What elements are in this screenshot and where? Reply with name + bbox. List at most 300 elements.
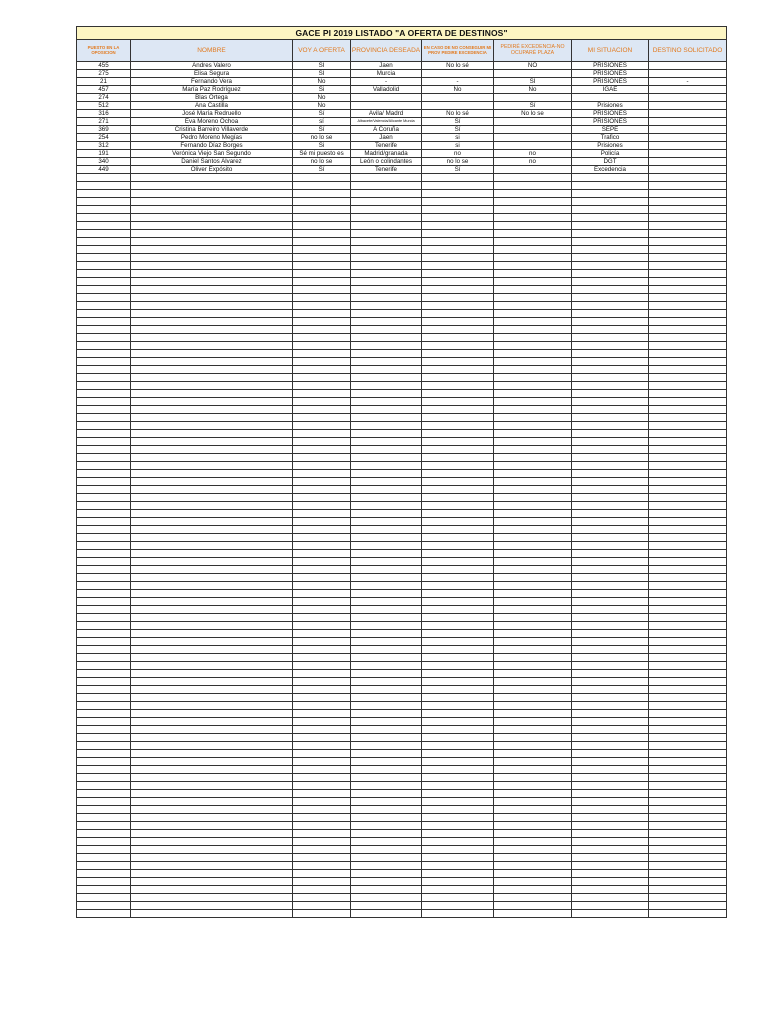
cell-pedire-excedencia[interactable]: [494, 358, 572, 366]
cell-mi-situacion[interactable]: [572, 910, 649, 918]
cell-pedire-excedencia[interactable]: [494, 798, 572, 806]
cell-pedire-excedencia[interactable]: [494, 662, 572, 670]
cell-destino-solicitado[interactable]: [649, 406, 727, 414]
cell-voy-a-oferta[interactable]: [293, 182, 351, 190]
cell-excedencia-condicional[interactable]: [422, 622, 494, 630]
cell-puesto[interactable]: [77, 270, 131, 278]
cell-pedire-excedencia[interactable]: [494, 814, 572, 822]
cell-destino-solicitado[interactable]: [649, 894, 727, 902]
cell-destino-solicitado[interactable]: [649, 422, 727, 430]
cell-nombre[interactable]: [131, 398, 293, 406]
cell-mi-situacion[interactable]: [572, 374, 649, 382]
cell-nombre[interactable]: Andres Valero: [131, 62, 293, 70]
cell-provincia[interactable]: [351, 726, 422, 734]
cell-excedencia-condicional[interactable]: [422, 686, 494, 694]
cell-mi-situacion[interactable]: [572, 238, 649, 246]
cell-pedire-excedencia[interactable]: [494, 670, 572, 678]
cell-provincia[interactable]: [351, 374, 422, 382]
cell-voy-a-oferta[interactable]: [293, 334, 351, 342]
cell-mi-situacion[interactable]: [572, 654, 649, 662]
cell-excedencia-condicional[interactable]: no lo se: [422, 158, 494, 166]
cell-mi-situacion[interactable]: [572, 230, 649, 238]
cell-mi-situacion[interactable]: [572, 630, 649, 638]
cell-pedire-excedencia[interactable]: [494, 598, 572, 606]
cell-puesto[interactable]: [77, 726, 131, 734]
cell-pedire-excedencia[interactable]: [494, 374, 572, 382]
header-nombre[interactable]: NOMBRE: [131, 40, 293, 62]
cell-voy-a-oferta[interactable]: [293, 470, 351, 478]
cell-mi-situacion[interactable]: Prisiones: [572, 142, 649, 150]
cell-excedencia-condicional[interactable]: -: [422, 78, 494, 86]
cell-mi-situacion[interactable]: [572, 638, 649, 646]
cell-nombre[interactable]: [131, 846, 293, 854]
cell-pedire-excedencia[interactable]: [494, 270, 572, 278]
cell-destino-solicitado[interactable]: [649, 614, 727, 622]
cell-nombre[interactable]: Daniel Santos Alvarez: [131, 158, 293, 166]
cell-excedencia-condicional[interactable]: [422, 254, 494, 262]
cell-destino-solicitado[interactable]: [649, 502, 727, 510]
cell-pedire-excedencia[interactable]: [494, 902, 572, 910]
cell-voy-a-oferta[interactable]: [293, 318, 351, 326]
cell-voy-a-oferta[interactable]: [293, 702, 351, 710]
cell-provincia[interactable]: [351, 790, 422, 798]
cell-nombre[interactable]: [131, 558, 293, 566]
cell-excedencia-condicional[interactable]: [422, 606, 494, 614]
cell-destino-solicitado[interactable]: [649, 654, 727, 662]
cell-pedire-excedencia[interactable]: [494, 630, 572, 638]
cell-provincia[interactable]: [351, 694, 422, 702]
cell-pedire-excedencia[interactable]: [494, 830, 572, 838]
cell-excedencia-condicional[interactable]: [422, 318, 494, 326]
cell-puesto[interactable]: [77, 406, 131, 414]
cell-puesto[interactable]: 275: [77, 70, 131, 78]
cell-puesto[interactable]: [77, 366, 131, 374]
cell-voy-a-oferta[interactable]: Si: [293, 142, 351, 150]
cell-pedire-excedencia[interactable]: [494, 766, 572, 774]
cell-pedire-excedencia[interactable]: [494, 822, 572, 830]
cell-provincia[interactable]: León o colindantes: [351, 158, 422, 166]
cell-nombre[interactable]: [131, 278, 293, 286]
cell-nombre[interactable]: [131, 462, 293, 470]
cell-provincia[interactable]: [351, 390, 422, 398]
cell-puesto[interactable]: [77, 558, 131, 566]
cell-excedencia-condicional[interactable]: [422, 654, 494, 662]
cell-nombre[interactable]: [131, 862, 293, 870]
cell-puesto[interactable]: [77, 758, 131, 766]
cell-excedencia-condicional[interactable]: [422, 862, 494, 870]
cell-destino-solicitado[interactable]: [649, 678, 727, 686]
cell-mi-situacion[interactable]: [572, 878, 649, 886]
cell-voy-a-oferta[interactable]: [293, 558, 351, 566]
cell-mi-situacion[interactable]: [572, 502, 649, 510]
cell-voy-a-oferta[interactable]: [293, 518, 351, 526]
cell-puesto[interactable]: [77, 382, 131, 390]
cell-voy-a-oferta[interactable]: [293, 822, 351, 830]
cell-provincia[interactable]: [351, 902, 422, 910]
cell-pedire-excedencia[interactable]: Sí: [494, 102, 572, 110]
cell-puesto[interactable]: 449: [77, 166, 131, 174]
cell-voy-a-oferta[interactable]: [293, 582, 351, 590]
cell-puesto[interactable]: [77, 614, 131, 622]
cell-destino-solicitado[interactable]: [649, 342, 727, 350]
cell-nombre[interactable]: Blas Ortega: [131, 94, 293, 102]
cell-provincia[interactable]: [351, 358, 422, 366]
cell-voy-a-oferta[interactable]: [293, 598, 351, 606]
cell-puesto[interactable]: 455: [77, 62, 131, 70]
cell-mi-situacion[interactable]: [572, 646, 649, 654]
cell-provincia[interactable]: [351, 190, 422, 198]
cell-excedencia-condicional[interactable]: [422, 566, 494, 574]
cell-puesto[interactable]: [77, 678, 131, 686]
cell-nombre[interactable]: [131, 254, 293, 262]
cell-nombre[interactable]: [131, 286, 293, 294]
cell-nombre[interactable]: [131, 790, 293, 798]
cell-provincia[interactable]: [351, 334, 422, 342]
cell-puesto[interactable]: [77, 310, 131, 318]
cell-pedire-excedencia[interactable]: [494, 438, 572, 446]
cell-puesto[interactable]: [77, 470, 131, 478]
cell-excedencia-condicional[interactable]: [422, 910, 494, 918]
cell-excedencia-condicional[interactable]: [422, 334, 494, 342]
cell-mi-situacion[interactable]: [572, 254, 649, 262]
cell-puesto[interactable]: 274: [77, 94, 131, 102]
cell-excedencia-condicional[interactable]: [422, 286, 494, 294]
cell-destino-solicitado[interactable]: [649, 558, 727, 566]
cell-puesto[interactable]: [77, 246, 131, 254]
cell-excedencia-condicional[interactable]: [422, 766, 494, 774]
cell-destino-solicitado[interactable]: [649, 534, 727, 542]
cell-mi-situacion[interactable]: IGAE: [572, 86, 649, 94]
cell-excedencia-condicional[interactable]: [422, 222, 494, 230]
cell-destino-solicitado[interactable]: [649, 798, 727, 806]
cell-pedire-excedencia[interactable]: [494, 606, 572, 614]
cell-nombre[interactable]: [131, 414, 293, 422]
cell-pedire-excedencia[interactable]: [494, 134, 572, 142]
cell-destino-solicitado[interactable]: [649, 838, 727, 846]
cell-provincia[interactable]: [351, 814, 422, 822]
cell-mi-situacion[interactable]: DGT: [572, 158, 649, 166]
cell-mi-situacion[interactable]: [572, 750, 649, 758]
cell-pedire-excedencia[interactable]: [494, 742, 572, 750]
cell-excedencia-condicional[interactable]: [422, 614, 494, 622]
cell-destino-solicitado[interactable]: [649, 478, 727, 486]
cell-provincia[interactable]: [351, 526, 422, 534]
cell-destino-solicitado[interactable]: [649, 566, 727, 574]
cell-voy-a-oferta[interactable]: [293, 790, 351, 798]
cell-puesto[interactable]: [77, 438, 131, 446]
cell-destino-solicitado[interactable]: [649, 822, 727, 830]
cell-provincia[interactable]: [351, 278, 422, 286]
cell-excedencia-condicional[interactable]: [422, 590, 494, 598]
cell-puesto[interactable]: [77, 910, 131, 918]
cell-destino-solicitado[interactable]: [649, 550, 727, 558]
cell-puesto[interactable]: [77, 462, 131, 470]
cell-voy-a-oferta[interactable]: [293, 350, 351, 358]
cell-mi-situacion[interactable]: [572, 590, 649, 598]
cell-voy-a-oferta[interactable]: [293, 718, 351, 726]
cell-destino-solicitado[interactable]: [649, 662, 727, 670]
cell-voy-a-oferta[interactable]: [293, 566, 351, 574]
cell-pedire-excedencia[interactable]: [494, 238, 572, 246]
cell-mi-situacion[interactable]: [572, 302, 649, 310]
cell-pedire-excedencia[interactable]: [494, 782, 572, 790]
cell-provincia[interactable]: [351, 302, 422, 310]
cell-puesto[interactable]: [77, 174, 131, 182]
cell-voy-a-oferta[interactable]: [293, 246, 351, 254]
cell-pedire-excedencia[interactable]: [494, 166, 572, 174]
cell-puesto[interactable]: [77, 790, 131, 798]
cell-puesto[interactable]: [77, 598, 131, 606]
cell-destino-solicitado[interactable]: [649, 94, 727, 102]
cell-voy-a-oferta[interactable]: [293, 270, 351, 278]
cell-destino-solicitado[interactable]: [649, 790, 727, 798]
cell-excedencia-condicional[interactable]: [422, 230, 494, 238]
cell-provincia[interactable]: [351, 294, 422, 302]
cell-nombre[interactable]: [131, 246, 293, 254]
cell-excedencia-condicional[interactable]: [422, 534, 494, 542]
cell-excedencia-condicional[interactable]: [422, 558, 494, 566]
cell-nombre[interactable]: [131, 718, 293, 726]
cell-puesto[interactable]: [77, 566, 131, 574]
cell-nombre[interactable]: [131, 694, 293, 702]
cell-nombre[interactable]: Cristina Barreiro Villaverde: [131, 126, 293, 134]
cell-puesto[interactable]: [77, 694, 131, 702]
cell-excedencia-condicional[interactable]: [422, 662, 494, 670]
cell-excedencia-condicional[interactable]: [422, 94, 494, 102]
cell-destino-solicitado[interactable]: [649, 254, 727, 262]
cell-mi-situacion[interactable]: [572, 870, 649, 878]
cell-voy-a-oferta[interactable]: [293, 766, 351, 774]
cell-provincia[interactable]: [351, 822, 422, 830]
cell-puesto[interactable]: [77, 542, 131, 550]
cell-puesto[interactable]: 271: [77, 118, 131, 126]
cell-mi-situacion[interactable]: Policía: [572, 150, 649, 158]
cell-voy-a-oferta[interactable]: [293, 222, 351, 230]
cell-provincia[interactable]: [351, 558, 422, 566]
cell-excedencia-condicional[interactable]: [422, 494, 494, 502]
cell-voy-a-oferta[interactable]: [293, 542, 351, 550]
cell-voy-a-oferta[interactable]: [293, 310, 351, 318]
cell-excedencia-condicional[interactable]: [422, 366, 494, 374]
cell-provincia[interactable]: [351, 718, 422, 726]
cell-pedire-excedencia[interactable]: [494, 70, 572, 78]
cell-provincia[interactable]: [351, 598, 422, 606]
cell-pedire-excedencia[interactable]: [494, 846, 572, 854]
cell-mi-situacion[interactable]: [572, 198, 649, 206]
cell-pedire-excedencia[interactable]: NO: [494, 62, 572, 70]
cell-provincia[interactable]: [351, 262, 422, 270]
cell-excedencia-condicional[interactable]: [422, 414, 494, 422]
cell-excedencia-condicional[interactable]: [422, 398, 494, 406]
cell-mi-situacion[interactable]: [572, 310, 649, 318]
cell-destino-solicitado[interactable]: [649, 462, 727, 470]
cell-voy-a-oferta[interactable]: [293, 510, 351, 518]
cell-pedire-excedencia[interactable]: [494, 686, 572, 694]
cell-pedire-excedencia[interactable]: [494, 678, 572, 686]
cell-excedencia-condicional[interactable]: [422, 302, 494, 310]
cell-pedire-excedencia[interactable]: [494, 502, 572, 510]
cell-excedencia-condicional[interactable]: [422, 678, 494, 686]
cell-voy-a-oferta[interactable]: [293, 878, 351, 886]
cell-destino-solicitado[interactable]: [649, 150, 727, 158]
cell-provincia[interactable]: [351, 894, 422, 902]
cell-voy-a-oferta[interactable]: [293, 406, 351, 414]
cell-destino-solicitado[interactable]: [649, 854, 727, 862]
cell-provincia[interactable]: [351, 406, 422, 414]
cell-nombre[interactable]: [131, 702, 293, 710]
cell-excedencia-condicional[interactable]: [422, 294, 494, 302]
cell-puesto[interactable]: [77, 318, 131, 326]
cell-mi-situacion[interactable]: [572, 766, 649, 774]
cell-mi-situacion[interactable]: PRISIONES: [572, 70, 649, 78]
cell-pedire-excedencia[interactable]: [494, 454, 572, 462]
cell-nombre[interactable]: [131, 374, 293, 382]
cell-puesto[interactable]: [77, 718, 131, 726]
cell-pedire-excedencia[interactable]: [494, 702, 572, 710]
cell-nombre[interactable]: [131, 902, 293, 910]
cell-pedire-excedencia[interactable]: [494, 390, 572, 398]
cell-puesto[interactable]: [77, 478, 131, 486]
cell-provincia[interactable]: [351, 878, 422, 886]
cell-pedire-excedencia[interactable]: [494, 230, 572, 238]
cell-mi-situacion[interactable]: [572, 862, 649, 870]
cell-destino-solicitado[interactable]: [649, 246, 727, 254]
cell-mi-situacion[interactable]: [572, 470, 649, 478]
cell-destino-solicitado[interactable]: [649, 582, 727, 590]
cell-voy-a-oferta[interactable]: [293, 886, 351, 894]
cell-puesto[interactable]: [77, 198, 131, 206]
cell-nombre[interactable]: [131, 678, 293, 686]
cell-excedencia-condicional[interactable]: [422, 278, 494, 286]
cell-pedire-excedencia[interactable]: [494, 182, 572, 190]
cell-provincia[interactable]: [351, 310, 422, 318]
cell-provincia[interactable]: [351, 254, 422, 262]
cell-destino-solicitado[interactable]: [649, 214, 727, 222]
cell-provincia[interactable]: [351, 318, 422, 326]
cell-puesto[interactable]: 191: [77, 150, 131, 158]
cell-excedencia-condicional[interactable]: [422, 438, 494, 446]
cell-destino-solicitado[interactable]: [649, 270, 727, 278]
cell-pedire-excedencia[interactable]: [494, 222, 572, 230]
cell-nombre[interactable]: [131, 198, 293, 206]
cell-mi-situacion[interactable]: [572, 478, 649, 486]
cell-nombre[interactable]: [131, 518, 293, 526]
cell-excedencia-condicional[interactable]: [422, 430, 494, 438]
cell-mi-situacion[interactable]: [572, 518, 649, 526]
cell-excedencia-condicional[interactable]: [422, 630, 494, 638]
cell-voy-a-oferta[interactable]: [293, 254, 351, 262]
cell-puesto[interactable]: [77, 294, 131, 302]
cell-mi-situacion[interactable]: [572, 694, 649, 702]
cell-mi-situacion[interactable]: [572, 790, 649, 798]
cell-pedire-excedencia[interactable]: [494, 126, 572, 134]
cell-destino-solicitado[interactable]: [649, 670, 727, 678]
cell-voy-a-oferta[interactable]: [293, 862, 351, 870]
cell-pedire-excedencia[interactable]: [494, 366, 572, 374]
cell-puesto[interactable]: [77, 742, 131, 750]
cell-mi-situacion[interactable]: [572, 566, 649, 574]
cell-nombre[interactable]: [131, 774, 293, 782]
cell-excedencia-condicional[interactable]: [422, 198, 494, 206]
cell-destino-solicitado[interactable]: [649, 390, 727, 398]
cell-provincia[interactable]: [351, 886, 422, 894]
cell-voy-a-oferta[interactable]: No: [293, 78, 351, 86]
cell-puesto[interactable]: [77, 774, 131, 782]
cell-puesto[interactable]: [77, 606, 131, 614]
cell-nombre[interactable]: [131, 566, 293, 574]
cell-destino-solicitado[interactable]: [649, 454, 727, 462]
cell-pedire-excedencia[interactable]: [494, 566, 572, 574]
cell-nombre[interactable]: [131, 766, 293, 774]
cell-destino-solicitado[interactable]: [649, 398, 727, 406]
cell-pedire-excedencia[interactable]: [494, 318, 572, 326]
cell-voy-a-oferta[interactable]: [293, 838, 351, 846]
cell-excedencia-condicional[interactable]: Sí: [422, 166, 494, 174]
cell-provincia[interactable]: Valladolid: [351, 86, 422, 94]
cell-puesto[interactable]: [77, 390, 131, 398]
cell-excedencia-condicional[interactable]: [422, 102, 494, 110]
cell-excedencia-condicional[interactable]: [422, 878, 494, 886]
cell-pedire-excedencia[interactable]: [494, 422, 572, 430]
cell-voy-a-oferta[interactable]: [293, 630, 351, 638]
cell-voy-a-oferta[interactable]: [293, 606, 351, 614]
cell-voy-a-oferta[interactable]: [293, 342, 351, 350]
cell-nombre[interactable]: [131, 262, 293, 270]
cell-voy-a-oferta[interactable]: [293, 286, 351, 294]
cell-voy-a-oferta[interactable]: [293, 678, 351, 686]
cell-destino-solicitado[interactable]: [649, 646, 727, 654]
cell-mi-situacion[interactable]: [572, 446, 649, 454]
cell-provincia[interactable]: [351, 214, 422, 222]
cell-excedencia-condicional[interactable]: [422, 182, 494, 190]
cell-pedire-excedencia[interactable]: [494, 758, 572, 766]
cell-voy-a-oferta[interactable]: [293, 694, 351, 702]
cell-puesto[interactable]: [77, 670, 131, 678]
cell-provincia[interactable]: [351, 870, 422, 878]
cell-destino-solicitado[interactable]: [649, 198, 727, 206]
cell-provincia[interactable]: [351, 838, 422, 846]
header-destino-solicitado[interactable]: DESTINO SOLICITADO: [649, 40, 727, 62]
cell-provincia[interactable]: [351, 486, 422, 494]
cell-provincia[interactable]: [351, 518, 422, 526]
cell-excedencia-condicional[interactable]: [422, 886, 494, 894]
cell-excedencia-condicional[interactable]: [422, 406, 494, 414]
cell-pedire-excedencia[interactable]: [494, 718, 572, 726]
cell-puesto[interactable]: [77, 430, 131, 438]
cell-nombre[interactable]: [131, 630, 293, 638]
cell-puesto[interactable]: [77, 446, 131, 454]
cell-nombre[interactable]: [131, 534, 293, 542]
cell-voy-a-oferta[interactable]: sí: [293, 118, 351, 126]
cell-nombre[interactable]: [131, 318, 293, 326]
cell-nombre[interactable]: [131, 502, 293, 510]
cell-mi-situacion[interactable]: [572, 814, 649, 822]
cell-puesto[interactable]: 254: [77, 134, 131, 142]
cell-voy-a-oferta[interactable]: [293, 854, 351, 862]
cell-nombre[interactable]: [131, 798, 293, 806]
cell-excedencia-condicional[interactable]: [422, 350, 494, 358]
cell-mi-situacion[interactable]: [572, 582, 649, 590]
cell-pedire-excedencia[interactable]: [494, 246, 572, 254]
cell-mi-situacion[interactable]: [572, 350, 649, 358]
cell-voy-a-oferta[interactable]: [293, 798, 351, 806]
cell-provincia[interactable]: [351, 238, 422, 246]
cell-provincia[interactable]: [351, 422, 422, 430]
cell-destino-solicitado[interactable]: [649, 710, 727, 718]
cell-excedencia-condicional[interactable]: [422, 422, 494, 430]
cell-destino-solicitado[interactable]: [649, 358, 727, 366]
cell-mi-situacion[interactable]: [572, 758, 649, 766]
